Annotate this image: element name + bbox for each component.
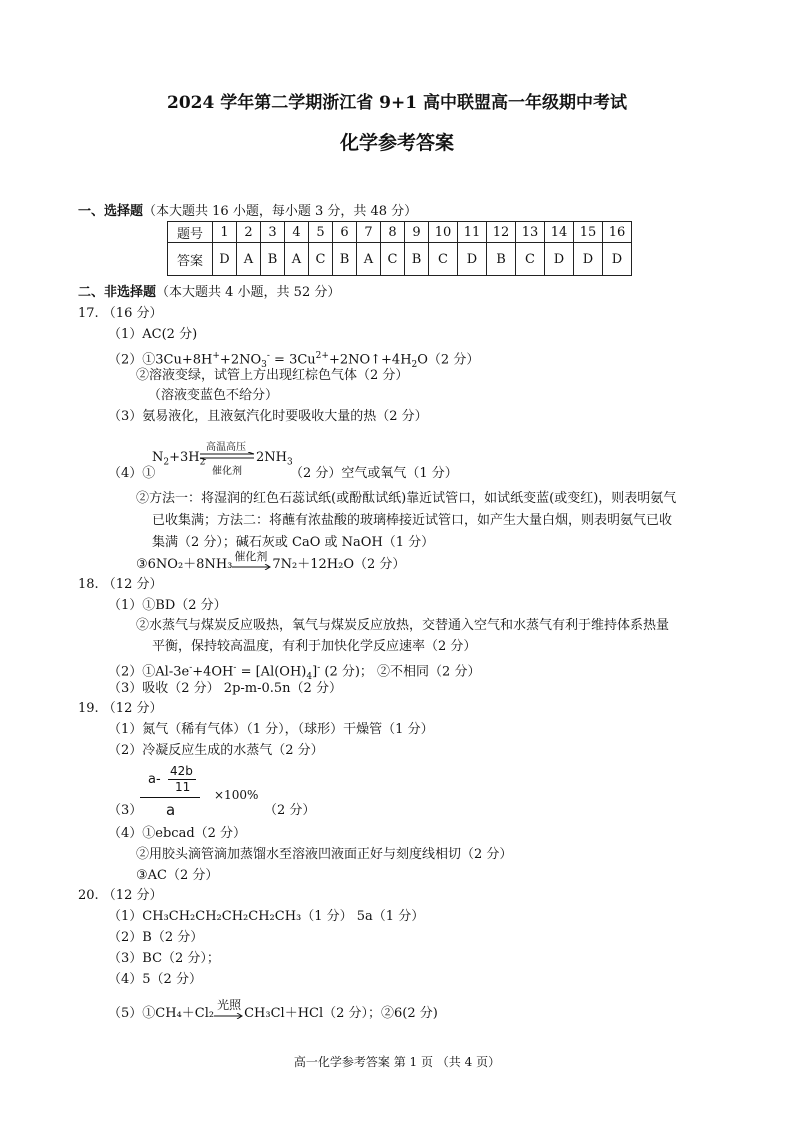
page-footer: 高一化学参考答案 第 1 页 （共 4 页）: [293, 1055, 501, 1069]
eq-seg: (2 分)； ②不相同（2 分）: [320, 664, 481, 680]
table-cell: D: [603, 243, 632, 276]
eq-seg: （2）①3Cu+8H: [108, 352, 213, 368]
table-cell: 4: [285, 222, 309, 243]
table-cell: D: [574, 243, 603, 276]
q19-formula: [138, 764, 268, 824]
q17-part2-note: （溶液变蓝色不给分）: [148, 388, 279, 403]
eq-seg: 2NH: [256, 450, 287, 465]
q18-part3: （3）吸收（2 分） 2p-m-0.5n（2 分）: [108, 681, 342, 696]
q20-part5: [108, 997, 438, 1022]
q17-part2-equation: $(2)①3Cu+8H^++2NO_3^-$ = $3Cu^{2+}+2NO↑+4H_2O(2$ 分）: [108, 351, 480, 370]
light-arrow: [214, 997, 244, 1021]
reversible-arrow-icon: [198, 452, 256, 460]
q17-part4-a-score: （2 分）空气或氧气（1 分）: [290, 466, 458, 481]
table-cell: 1: [213, 222, 237, 243]
q19-heading: 19. （12 分）: [78, 701, 163, 716]
q17-reversible-equation: [152, 438, 293, 477]
table-cell: 7: [357, 222, 381, 243]
section2-label: 二、非选择题: [78, 285, 157, 300]
q17-part2-b: ②溶液变绿，试管上方出现红棕色气体（2 分）: [136, 368, 409, 383]
q18-part1-b-line1: ②水蒸气与煤炭反应吸热，氧气与煤炭反应放热，交替通入空气和水蒸气有利于维持体系热量: [136, 618, 670, 633]
q18-heading: 18. （12 分）: [78, 577, 163, 592]
q18-part1-a: （1）①BD（2 分）: [108, 598, 227, 613]
q17-part4-b-line1: ②方法一：将湿润的红色石蕊试纸(或酚酞试纸)靠近试管口，如试纸变蓝(或变红)，则表明氨气: [136, 491, 677, 506]
formula-inner-numerator: 42b: [170, 764, 193, 778]
eq-seg: N: [152, 450, 164, 465]
formula-a-minus: a-: [148, 772, 161, 787]
eq-seg: ]: [312, 664, 318, 680]
q19-part1: （1）氮气（稀有气体）（1 分），（球形）干燥管（1 分）: [108, 722, 434, 737]
table-cell: A: [285, 243, 309, 276]
eq-seg: = 3Cu: [269, 352, 316, 368]
table-cell: 2: [237, 222, 261, 243]
eq-condition-top: 光照: [217, 997, 242, 1012]
eq-condition-bottom: 催化剂: [212, 466, 242, 477]
eq-seg: +3H: [169, 450, 200, 465]
q18-part1-b-line2: 平衡，保持较高温度，有利于加快化学反应速率（2 分）: [152, 639, 477, 654]
section2-heading: [78, 285, 340, 301]
q20-part3: （3）BC（2 分）；: [108, 951, 220, 966]
answer-key-title: 化学参考答案: [339, 132, 454, 154]
arrow-icon: [214, 1013, 244, 1019]
eq-seg: （5）①CH₄＋Cl₂: [108, 1006, 215, 1021]
eq-seg: +2NO: [219, 352, 262, 368]
eq-seg: +4OH: [192, 664, 234, 680]
q20-part2: （2）B（2 分）: [108, 930, 204, 945]
table-cell: 12: [487, 222, 516, 243]
q19-part3-label: （3）: [108, 803, 143, 818]
answer-table: [167, 221, 632, 276]
table-cell: D: [458, 243, 487, 276]
table-cell: C: [309, 243, 333, 276]
q17-heading: 17. （16 分）: [78, 306, 163, 321]
q17-part4-b-line3: 集满（2 分）；碱石灰或 CaO 或 NaOH（1 分）: [152, 535, 435, 550]
q17-part4-c: [136, 549, 406, 573]
table-cell: 13: [516, 222, 545, 243]
table-cell: 10: [429, 222, 458, 243]
q17-part4-b-line2: 已收集满；方法二：将蘸有浓盐酸的玻璃棒接近试管口，如产生大量白烟，则表明氨气已收: [152, 513, 673, 528]
table-header-answer: 答案: [168, 243, 213, 276]
section1-heading: [78, 204, 417, 220]
table-cell: 15: [574, 222, 603, 243]
catalyst-arrow: [232, 549, 272, 572]
q19-part2: （2）冷凝反应生成的水蒸气（2 分）: [108, 743, 324, 758]
eq-seg: CH₃Cl＋HCl（2 分）；②6(2 分): [244, 1006, 438, 1021]
eq-seg: +2NO↑+4H: [328, 352, 412, 368]
table-cell: 5: [309, 222, 333, 243]
q18-part2: （2）①Al-3e-+4OH- = $[Al(OH)_4]^-$ (2 分)； ②不相同（2 分）: [108, 663, 481, 682]
q19-part4-c: ③AC（2 分）: [136, 868, 219, 883]
q17-part1: （1）AC(2 分): [108, 327, 198, 342]
eq-seg: ③6NO₂＋8NH₃: [136, 557, 233, 572]
eq-condition-top: 催化剂: [234, 549, 268, 563]
q19-part4-a: （4）①ebcad（2 分）: [108, 826, 247, 841]
table-cell: 8: [381, 222, 405, 243]
q19-part4-b: ②用胶头滴管滴加蒸馏水至溶液凹液面正好与刻度线相切（2 分）: [136, 847, 513, 862]
table-cell: 14: [545, 222, 574, 243]
q17-part3: （3）氨易液化，且液氨汽化时要吸收大量的热（2 分）: [108, 409, 428, 424]
table-cell: 16: [603, 222, 632, 243]
table-cell: D: [213, 243, 237, 276]
exam-title: 2024 学年第二学期浙江省 9+1 高中联盟高一年级期中考试: [167, 93, 627, 113]
table-cell: 6: [333, 222, 357, 243]
eq-products: $2NH_3$: [256, 450, 293, 468]
eq-condition-top: 高温高压: [206, 442, 246, 453]
table-cell: B: [261, 243, 285, 276]
table-cell: 3: [261, 222, 285, 243]
q20-part4: （4）5（2 分）: [108, 972, 202, 987]
section1-label: 一、选择题: [78, 204, 144, 219]
table-row-answers: [168, 243, 632, 276]
q17-part4-a: （4）①: [108, 466, 156, 481]
table-cell: 9: [405, 222, 429, 243]
table-cell: A: [357, 243, 381, 276]
table-cell: B: [405, 243, 429, 276]
eq-seg: = [Al(OH): [236, 664, 307, 680]
q20-heading: 20. （12 分）: [78, 888, 163, 903]
section1-note: （本大题共 16 小题，每小题 3 分，共 48 分）: [143, 204, 418, 219]
table-cell: B: [487, 243, 516, 276]
eq-seg: 7N₂＋12H₂O（2 分）: [272, 557, 406, 572]
outer-fraction-bar: [140, 797, 200, 798]
table-cell: 11: [458, 222, 487, 243]
formula-outer-denominator: a: [166, 801, 176, 819]
formula-percent: ×100%: [214, 788, 259, 802]
table-cell: B: [333, 243, 357, 276]
table-cell: C: [516, 243, 545, 276]
table-cell: D: [545, 243, 574, 276]
q20-part1: （1）CH₃CH₂CH₂CH₂CH₂CH₃（1 分） 5a（1 分）: [108, 909, 425, 924]
eq-seg: O（2 分）: [417, 352, 480, 368]
table-cell: C: [381, 243, 405, 276]
formula-inner-denominator: 11: [175, 780, 191, 794]
table-cell: A: [237, 243, 261, 276]
arrow-icon: [232, 564, 272, 570]
section2-note: （本大题共 4 小题，共 52 分）: [156, 285, 341, 300]
table-header-number: 题号: [168, 222, 213, 243]
eq-seg: （2）①Al-3e: [108, 664, 190, 680]
eq-reactants: $N_2+3H_2$: [152, 450, 206, 468]
q19-part3-score: （2 分）: [264, 803, 316, 818]
table-row-numbers: [168, 222, 632, 243]
table-cell: C: [429, 243, 458, 276]
